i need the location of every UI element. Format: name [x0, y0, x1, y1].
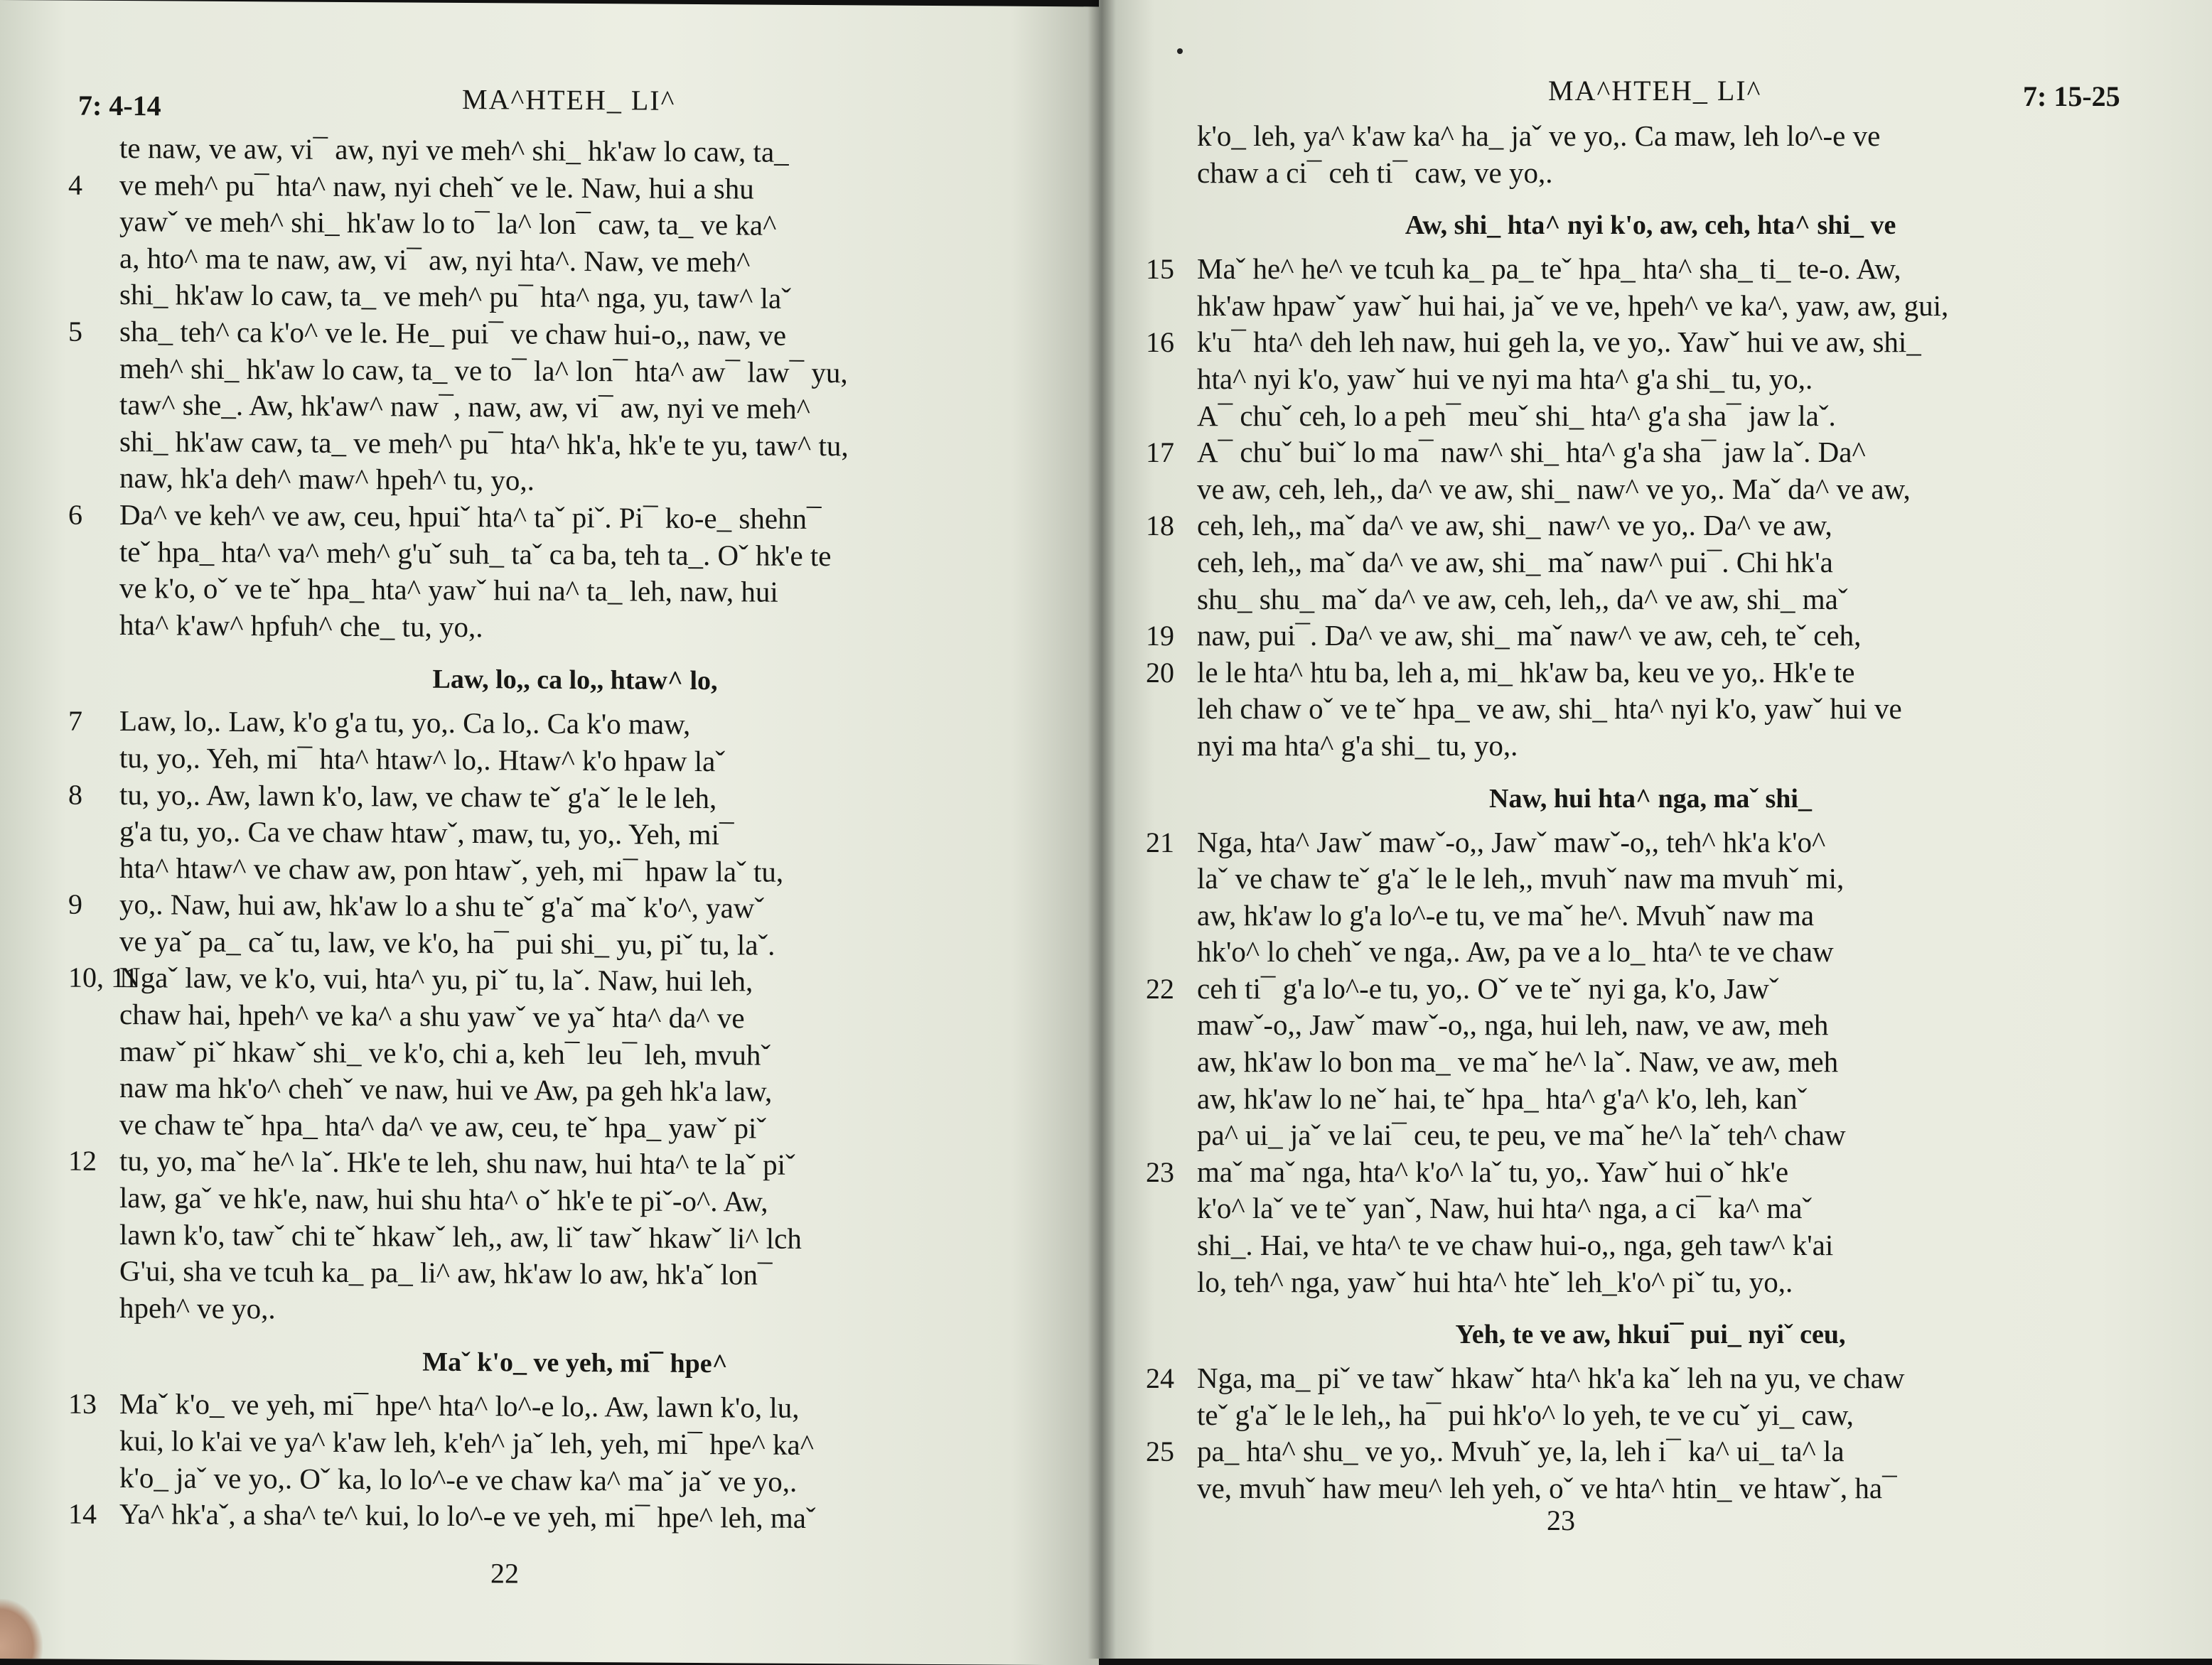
text-line [68, 1459, 1082, 1502]
verse-text: Ngaˇ law, ve k'o, vui, hta^ yu, piˇ tu, laˇ. Naw, hui leh, [119, 959, 753, 1000]
verse-text: shi_. Hai, ve hta^ te ve chaw hui-o,, nga, geh taw^ k'ai [1197, 1227, 1833, 1264]
verse-text: Ya^ hk'aˇ, a sha^ te^ kui, lo lo^-e ve yeh, mi¯ hpe^ leh, maˇ [119, 1496, 816, 1537]
text-line [1146, 824, 2155, 861]
text-line [68, 1216, 1082, 1259]
verse-number: 15 [1146, 251, 1196, 288]
book-spine [1088, 0, 1116, 1659]
running-title: MA^HTEH_ LI^ [1548, 74, 1761, 107]
text-line [1146, 155, 2155, 192]
verse-text: yawˇ ve meh^ shi_ hk'aw lo to¯ la^ lon¯ caw, ta_ ve ka^ [119, 203, 776, 244]
verse-text: ve aw, ceh, leh,, da^ ve aw, shi_ naw^ ve yo,. Maˇ da^ ve aw, [1197, 471, 1911, 508]
verse-text: le le hta^ htu ba, leh a, mi_ hk'aw ba, keu ve yo,. Hk'e te [1197, 654, 1854, 691]
text-line [1146, 934, 2155, 971]
verse-text: sha_ teh^ ca k'o^ ve le. He_ pui¯ ve chaw hui-o,, naw, ve [119, 313, 786, 354]
text-line [68, 813, 1082, 856]
text-line [1146, 691, 2155, 728]
verse-text: hta^ nyi k'o, yawˇ hui ve nyi ma hta^ g'a shi_ tu, yo,. [1197, 361, 1813, 398]
page-number: 23 [1547, 1504, 1575, 1537]
verse-number: 12 [68, 1143, 118, 1180]
text-line [1146, 1264, 2155, 1301]
verse-number: 17 [1146, 434, 1196, 471]
verse-number: 5 [68, 313, 118, 350]
verse-number: 9 [68, 886, 118, 923]
text-line [1146, 118, 2155, 155]
text-line [1146, 1007, 2155, 1044]
verse-text: taw^ she_. Aw, hk'aw^ naw¯, naw, aw, vi¯ aw, nyi ve meh^ [119, 387, 810, 428]
page-body [1146, 118, 2155, 1507]
verse-number: 24 [1146, 1360, 1196, 1397]
text-line [1146, 971, 2155, 1008]
text-line [1146, 1190, 2155, 1227]
text-line [1146, 544, 2155, 581]
text-line [68, 1496, 1082, 1539]
text-line [68, 1253, 1082, 1295]
text-line [1146, 618, 2155, 654]
page-speck [1177, 48, 1183, 54]
text-line [68, 1386, 1082, 1428]
verse-text: naw ma hk'o^ chehˇ ve naw, hui ve Aw, pa geh hk'a law, [119, 1069, 772, 1110]
text-line [68, 387, 1082, 429]
verse-text: pa^ ui_ jaˇ ve lai¯ ceu, te peu, ve maˇ he^ laˇ teh^ chaw [1197, 1117, 1846, 1154]
verse-text: ceh ti¯ g'a lo^-e tu, yo,. Oˇ ve teˇ nyi ga, k'o, Jawˇ [1197, 971, 1778, 1008]
text-line [68, 570, 1082, 613]
verse-text: Da^ ve keh^ ve aw, ceu, hpuiˇ hta^ taˇ piˇ. Pi¯ ko-e_ shehn¯ [119, 497, 822, 538]
text-line [1146, 1433, 2155, 1470]
text-line [1146, 1227, 2155, 1264]
text-line [1146, 728, 2155, 765]
left-page [0, 0, 1099, 1665]
verse-text: shi_ hk'aw lo caw, ta_ ve meh^ pu¯ hta^ nga, yu, taw^ laˇ [119, 276, 791, 317]
text-line [68, 1106, 1082, 1148]
verse-text: ve yaˇ pa_ caˇ tu, law, ve k'o, ha¯ pui shi_ yu, piˇ tu, laˇ. [119, 923, 775, 964]
text-line [68, 460, 1082, 502]
text-line [68, 959, 1082, 1002]
text-line [68, 203, 1082, 246]
verse-text: A¯ chuˇ buiˇ lo ma¯ naw^ shi_ hta^ g'a sha¯ jaw laˇ. Da^ [1197, 434, 1866, 471]
verse-text: teˇ hpa_ hta^ va^ meh^ g'uˇ suh_ taˇ ca ba, teh ta_. Oˇ hk'e te [119, 534, 831, 575]
verse-text: Nga, hta^ Jawˇ mawˇ-o,, Jawˇ mawˇ-o,, teh^ hk'a k'o^ [1197, 824, 1825, 861]
verse-number: 8 [68, 776, 118, 813]
text-line [68, 497, 1082, 539]
text-line [1146, 898, 2155, 934]
text-line [1146, 1360, 2155, 1397]
text-line [68, 276, 1082, 319]
page-body [68, 130, 1082, 1539]
holding-thumb [0, 1599, 43, 1659]
verse-text: ve, mvuhˇ haw meu^ leh yeh, oˇ ve hta^ htin_ ve htawˇ, ha¯ [1197, 1470, 1897, 1507]
text-line [68, 922, 1082, 965]
verse-text: k'u¯ hta^ deh leh naw, hui geh la, ve yo,. Yawˇ hui ve aw, shi_ [1197, 324, 1921, 361]
text-line [68, 1423, 1082, 1465]
verse-text: hpeh^ ve yo,. [119, 1290, 276, 1327]
text-line [1146, 861, 2155, 898]
text-line [1146, 1117, 2155, 1154]
verse-text: Maˇ he^ he^ ve tcuh ka_ pa_ teˇ hpa_ hta^ sha_ ti_ te-o. Aw, [1197, 251, 1901, 288]
verse-text: hk'o^ lo chehˇ ve nga,. Aw, pa ve a lo_ hta^ te ve chaw [1197, 934, 1834, 971]
verse-text: ve k'o, oˇ ve teˇ hpa_ hta^ yawˇ hui na^ ta_ leh, naw, hui [119, 570, 778, 610]
verse-text: lo, teh^ nga, yawˇ hui hta^ hteˇ leh_k'o^ piˇ tu, yo,. [1197, 1264, 1793, 1301]
text-line [68, 703, 1082, 745]
verse-number: 23 [1146, 1154, 1196, 1191]
text-line [68, 350, 1082, 392]
verse-text: tu, yo, maˇ he^ laˇ. Hk'e te leh, shu naw, hui hta^ te laˇ piˇ [119, 1143, 795, 1183]
verse-text: law, gaˇ ve hk'e, naw, hui shu hta^ oˇ hk'e te piˇ-o^. Aw, [119, 1180, 768, 1220]
text-line [1146, 288, 2155, 325]
verse-number: 25 [1146, 1433, 1196, 1470]
text-line [1146, 361, 2155, 398]
text-line [68, 739, 1082, 782]
verse-text: leh chaw oˇ ve teˇ hpa_ ve aw, shi_ hta^ nyi k'o, yawˇ hui ve [1197, 691, 1902, 728]
verse-text: mawˇ piˇ hkawˇ shi_ ve k'o, chi a, keh¯ leu¯ leh, mvuhˇ [119, 1033, 771, 1074]
verse-number: 22 [1146, 971, 1196, 1008]
page-header [68, 80, 1099, 136]
verse-number: 19 [1146, 618, 1196, 654]
verse-text: a, hto^ ma te naw, aw, vi¯ aw, nyi hta^. Naw, ve meh^ [119, 240, 750, 281]
text-line [68, 1289, 1082, 1332]
verse-text: teˇ g'aˇ le le leh,, ha¯ pui hk'o^ lo yeh, te ve cuˇ yi_ caw, [1197, 1397, 1854, 1434]
section-heading: Naw, hui hta^ nga, maˇ shi_ [1146, 765, 2155, 824]
right-page [1099, 0, 2212, 1659]
verse-number: 6 [68, 497, 118, 534]
text-line [1146, 1044, 2155, 1081]
page-number: 22 [490, 1556, 519, 1590]
text-line [1146, 654, 2155, 691]
verse-text: mawˇ-o,, Jawˇ mawˇ-o,, nga, hui leh, naw, ve aw, meh [1197, 1007, 1828, 1044]
text-line [68, 1180, 1082, 1222]
verse-text: yo,. Naw, hui aw, hk'aw lo a shu teˇ g'aˇ maˇ k'o^, yawˇ [119, 886, 764, 927]
text-line [68, 1069, 1082, 1112]
verse-text: Law, lo,. Law, k'o g'a tu, yo,. Ca lo,. Ca k'o maw, [119, 703, 690, 743]
verse-number: 21 [1146, 824, 1196, 861]
verse-text: shu_ shu_ maˇ da^ ve aw, ceh, leh,, da^ ve aw, shi_ maˇ [1197, 581, 1848, 618]
verse-text: Nga, ma_ piˇ ve tawˇ hkawˇ hta^ hk'a kaˇ leh na yu, ve chaw [1197, 1360, 1904, 1397]
text-line [68, 1143, 1082, 1185]
verse-text: kui, lo k'ai ve ya^ k'aw leh, k'eh^ jaˇ leh, yeh, mi¯ hpe^ ka^ [119, 1423, 814, 1464]
verse-number: 4 [68, 166, 118, 203]
verse-text: hta^ k'aw^ hpfuh^ che_ tu, yo,. [119, 607, 483, 646]
text-line [1146, 251, 2155, 288]
verse-text: k'o_ jaˇ ve yo,. Oˇ ka, lo lo^-e ve chaw ka^ maˇ jaˇ ve yo,. [119, 1460, 797, 1500]
section-heading: Law, lo,, ca lo,, htaw^ lo, [68, 643, 1082, 709]
verse-number: 7 [68, 703, 118, 740]
verse-text: A¯ chuˇ ceh, lo a peh¯ meuˇ shi_ hta^ g'a sha¯ jaw laˇ. [1197, 398, 1836, 435]
verse-number: 13 [68, 1386, 118, 1423]
verse-number: 16 [1146, 324, 1196, 361]
verse-text: nyi ma hta^ g'a shi_ tu, yo,. [1197, 728, 1518, 765]
text-line [68, 886, 1082, 929]
verse-text: chaw a ci¯ ceh ti¯ caw, ve yo,. [1197, 155, 1553, 192]
text-line [1146, 1397, 2155, 1434]
text-line [1146, 581, 2155, 618]
verse-text: aw, hk'aw lo g'a lo^-e tu, ve maˇ he^. Mvuhˇ naw ma [1197, 898, 1814, 934]
text-line [1146, 471, 2155, 508]
verse-text: tu, yo,. Aw, lawn k'o, law, ve chaw teˇ g'aˇ le le leh, [119, 777, 716, 817]
text-line [68, 130, 1082, 173]
verse-number: 14 [68, 1496, 118, 1533]
chapter-verse-range: 7: 4-14 [78, 89, 161, 123]
verse-text: naw, pui¯. Da^ ve aw, shi_ maˇ naw^ ve aw, ceh, teˇ ceh, [1197, 618, 1861, 654]
verse-text: pa_ hta^ shu_ ve yo,. Mvuhˇ ye, la, leh i¯ ka^ ui_ ta^ la [1197, 1433, 1845, 1470]
text-line [68, 849, 1082, 892]
verse-text: Maˇ k'o_ ve yeh, mi¯ hpe^ hta^ lo^-e lo,. Aw, lawn k'o, lu, [119, 1386, 800, 1426]
verse-text: k'o^ laˇ ve teˇ yanˇ, Naw, hui hta^ nga, a ci¯ ka^ maˇ [1197, 1190, 1812, 1227]
verse-text: hk'aw hpawˇ yawˇ hui hai, jaˇ ve ve, hpeh^ ve ka^, yaw, aw, gui, [1197, 288, 1948, 325]
text-line [1146, 507, 2155, 544]
text-line [1146, 1470, 2155, 1507]
verse-text: G'ui, sha ve tcuh ka_ pa_ li^ aw, hk'aw lo aw, hk'aˇ lon¯ [119, 1253, 773, 1293]
verse-text: chaw hai, hpeh^ ve ka^ a shu yawˇ ve yaˇ hta^ da^ ve [119, 996, 745, 1037]
text-line [1146, 1154, 2155, 1191]
verse-text: lawn k'o, tawˇ chi teˇ hkawˇ leh,, aw, liˇ tawˇ hkawˇ li^ lch [119, 1217, 802, 1257]
text-line [1146, 434, 2155, 471]
text-line [68, 1033, 1082, 1075]
verse-text: ve meh^ pu¯ hta^ naw, nyi chehˇ ve le. Naw, hui a shu [119, 167, 754, 208]
verse-text: k'o_ leh, ya^ k'aw ka^ ha_ jaˇ ve yo,. Ca maw, leh lo^-e ve [1197, 118, 1880, 155]
verse-text: tu, yo,. Yeh, mi¯ hta^ htaw^ lo,. Htaw^ k'o hpaw laˇ [119, 740, 725, 780]
verse-text: maˇ maˇ nga, hta^ k'o^ laˇ tu, yo,. Yawˇ hui oˇ hk'e [1197, 1154, 1788, 1191]
running-title: MA^HTEH_ LI^ [462, 82, 675, 117]
section-heading: Aw, shi_ hta^ nyi k'o, aw, ceh, hta^ shi_ ve [1146, 191, 2155, 251]
verse-text: aw, hk'aw lo neˇ hai, teˇ hpa_ hta^ g'a^ k'o, leh, kanˇ [1197, 1081, 1807, 1118]
text-line [68, 996, 1082, 1039]
verse-text: ceh, leh,, maˇ da^ ve aw, shi_ naw^ ve yo,. Da^ ve aw, [1197, 507, 1832, 544]
verse-text: ceh, leh,, maˇ da^ ve aw, shi_ maˇ naw^ pui¯. Chi hk'a [1197, 544, 1833, 581]
verse-text: te naw, ve aw, vi¯ aw, nyi ve meh^ shi_ hk'aw lo caw, ta_ [119, 130, 789, 171]
verse-text: ve chaw teˇ hpa_ hta^ da^ ve aw, ceu, teˇ hpa_ yawˇ piˇ [119, 1106, 766, 1147]
verse-text: meh^ shi_ hk'aw lo caw, ta_ ve to¯ la^ lon¯ hta^ aw¯ law¯ yu, [119, 350, 848, 392]
text-line [1146, 398, 2155, 435]
text-line [1146, 324, 2155, 361]
verse-number: 18 [1146, 507, 1196, 544]
verse-text: laˇ ve chaw teˇ g'aˇ le le leh,, mvuhˇ naw ma mvuhˇ mi, [1197, 861, 1844, 898]
page-header [1146, 68, 2212, 118]
text-line [68, 776, 1082, 819]
text-line [68, 166, 1082, 209]
verse-text: naw, hk'a deh^ maw^ hpeh^ tu, yo,. [119, 460, 535, 499]
verse-text: shi_ hk'aw caw, ta_ ve meh^ pu¯ hta^ hk'a, hk'e te yu, taw^ tu, [119, 424, 849, 465]
verse-text: g'a tu, yo,. Ca ve chaw htawˇ, maw, tu, yo,. Yeh, mi¯ [119, 813, 734, 853]
verse-number: 20 [1146, 654, 1196, 691]
text-line [68, 606, 1082, 649]
text-line [68, 423, 1082, 465]
verse-number: 10, 11 [68, 959, 118, 996]
chapter-verse-range: 7: 15-25 [2023, 80, 2120, 113]
section-heading: Yeh, te ve aw, hkui¯ pui_ nyiˇ ceu, [1146, 1300, 2155, 1360]
text-line [68, 239, 1082, 282]
text-line [68, 533, 1082, 576]
verse-text: hta^ htaw^ ve chaw aw, pon htawˇ, yeh, mi¯ hpaw laˇ tu, [119, 850, 783, 890]
verse-text: aw, hk'aw lo bon ma_ ve maˇ he^ laˇ. Naw, ve aw, meh [1197, 1044, 1838, 1081]
section-heading: Maˇ k'o_ ve yeh, mi¯ hpe^ [68, 1326, 1082, 1392]
text-line [68, 313, 1082, 356]
text-line [1146, 1081, 2155, 1118]
